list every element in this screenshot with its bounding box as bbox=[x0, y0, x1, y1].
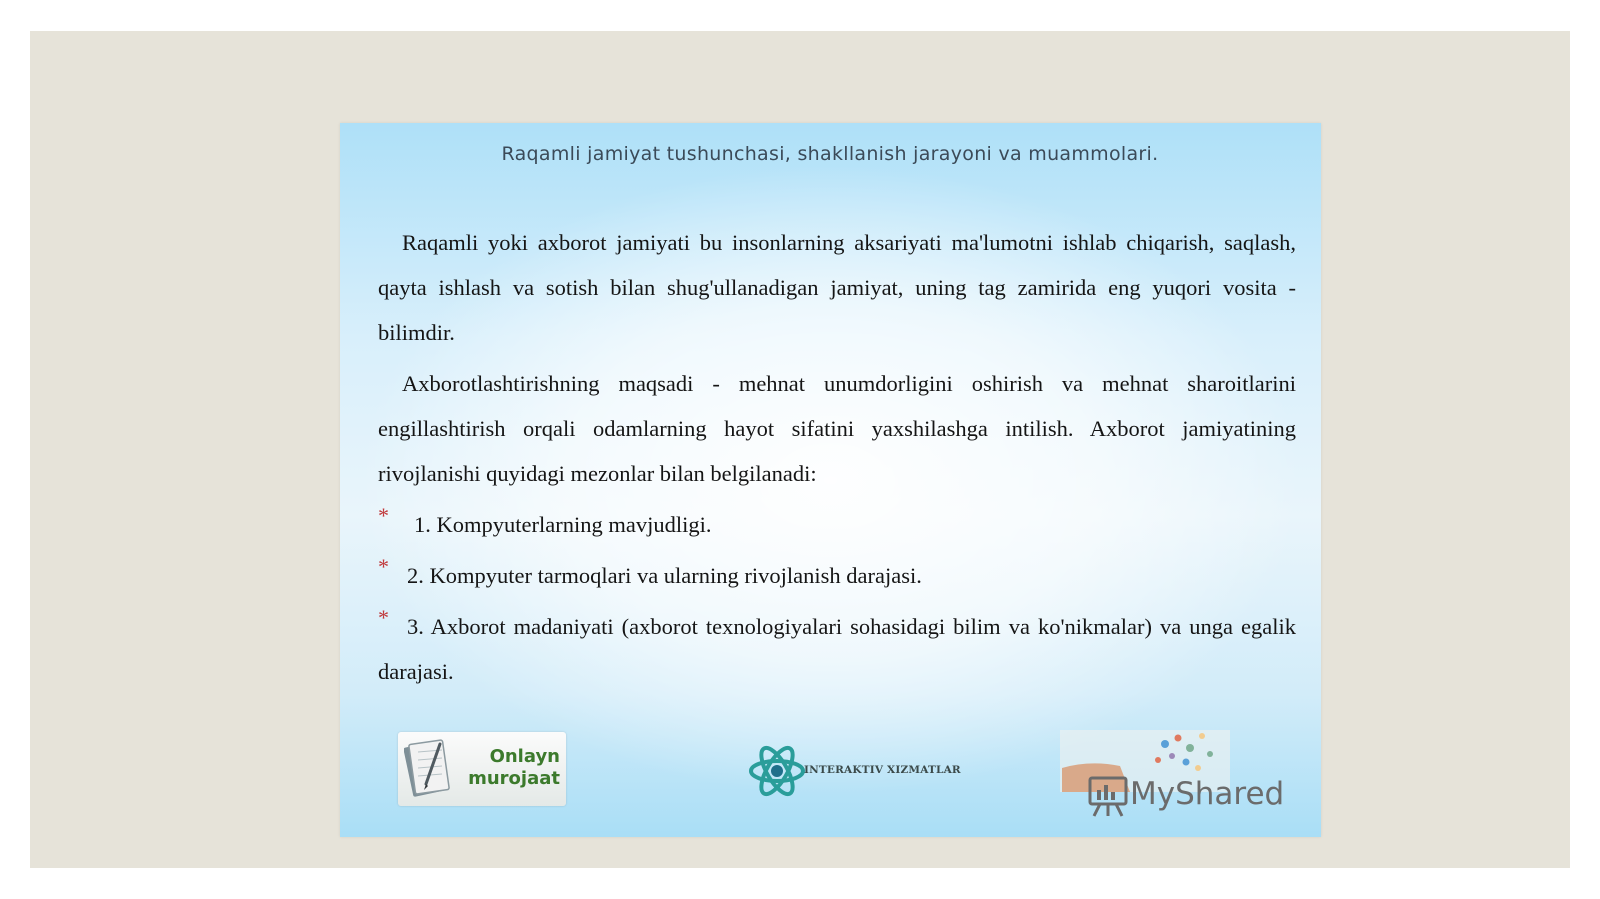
notebook-pen-icon bbox=[404, 738, 456, 800]
onlayn-line: Onlayn bbox=[489, 746, 560, 767]
paragraph-goal: Axborotlashtirishning maqsadi - mehnat unumdorligini oshirish va mehnat sharoitlarini engillashtirish orqali odamlarning hayot sifatini yaxshilashga intilish. Axborot jamiyatining rivojlanishi quyidagi mezonlar bilan belgilanadi: bbox=[378, 371, 1296, 486]
presentation-board-icon bbox=[1086, 772, 1130, 818]
myshared-text: MyShared bbox=[1130, 776, 1285, 812]
onlayn-murojaat-logo[interactable] bbox=[398, 732, 566, 806]
bullet-star-icon: * bbox=[378, 503, 389, 528]
slide-body bbox=[378, 220, 1296, 700]
bullet-star-icon: * bbox=[378, 554, 389, 579]
murojaat-line: murojaat bbox=[468, 768, 560, 789]
interaktiv-xizmatlar-logo[interactable] bbox=[748, 742, 968, 802]
bullet-text: 1. Kompyuterlarning mavjudligi. bbox=[414, 512, 712, 537]
myshared-logo[interactable] bbox=[1060, 730, 1290, 820]
bullet-text: 2. Kompyuter tarmoqlari va ularning rivojlanish darajasi. bbox=[407, 563, 922, 588]
slide-title: Raqamli jamiyat tushunchasi, shakllanish jarayoni va muammolari. bbox=[501, 143, 1159, 165]
atom-icon bbox=[748, 742, 806, 800]
bullet-item bbox=[378, 553, 1296, 598]
interaktiv-xizmatlar-text: INTERAKTIV XIZMATLAR bbox=[804, 764, 961, 776]
bullet-star-icon: * bbox=[378, 605, 389, 630]
slide bbox=[340, 123, 1321, 837]
bullet-text: 3. Axborot madaniyati (axborot texnologiyalari sohasidagi bilim va ko'nikmalar) va unga egalik darajasi. bbox=[378, 614, 1296, 684]
bullet-item bbox=[378, 604, 1296, 694]
bullet-item bbox=[378, 502, 1296, 547]
paragraph-definition: Raqamli yoki axborot jamiyati bu insonlarning aksariyati ma'lumotni ishlab chiqarish, saqlash, qayta ishlash va sotish bilan shug'ullanadigan jamiyat, uning tag zamirida eng yuqori vosita - bilimdir. bbox=[378, 230, 1296, 345]
slide-viewer bbox=[30, 31, 1570, 868]
onlayn-murojaat-text bbox=[468, 746, 560, 790]
